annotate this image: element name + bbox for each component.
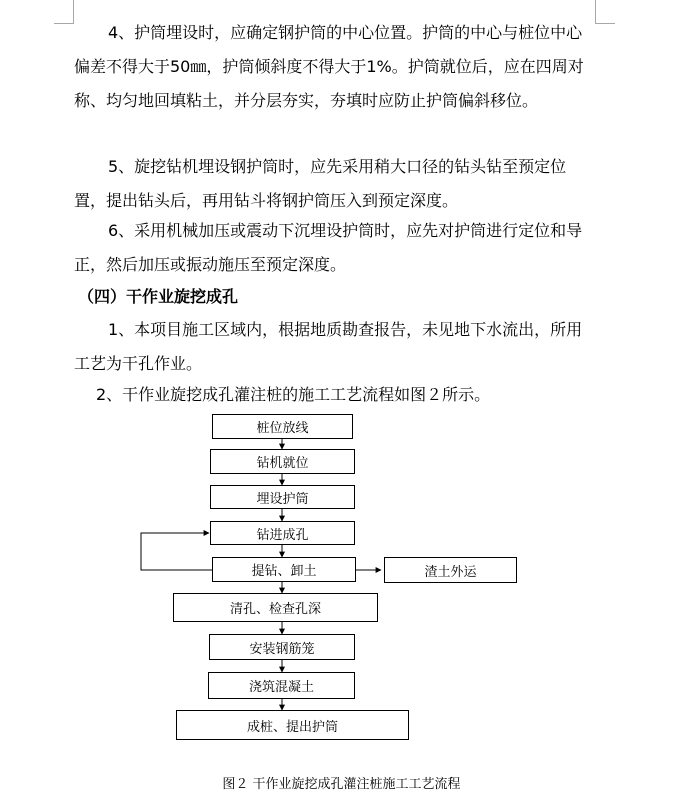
step-casing-install: 埋设护筒 xyxy=(210,485,355,509)
section-heading: （四）干作业旋挖成孔 xyxy=(78,287,239,306)
paragraph-5: 5、旋挖钻机埋设钢护筒时，应先采用稍大口径的钻头钻至预定位置，提出钻头后，再用钻斗将钢护筒压入到预定深度。 xyxy=(74,157,567,210)
step-pile-layout: 桩位放线 xyxy=(212,414,353,439)
paragraph-4: 4、护筒埋设时，应确定钢护筒的中心位置。护筒的中心与桩位中心偏差不得大于50㎜，护筒倾斜度不得大于1%。护筒就位后，应在四周对称、均匀地回填粘土，并分层夯实，夯填时应防止护筒偏斜移位。 xyxy=(74,23,584,110)
step-rig-positioning: 钻机就位 xyxy=(210,449,355,474)
step-finish-pile: 成桩、提出护筒 xyxy=(176,710,409,740)
step-drilling: 钻进成孔 xyxy=(210,521,355,545)
section-paragraph-2: 2、干作业旋挖成孔灌注桩的施工工艺流程如图２所示。 xyxy=(96,385,491,404)
section-paragraph-1: 1、本项目施工区域内，根据地质勘查报告，未见地下水流出，所用工艺为干孔作业。 xyxy=(74,320,583,373)
paragraph-6: 6、采用机械加压或震动下沉埋设护筒时，应先对护筒进行定位和导正，然后加压或振动施压至预定深度。 xyxy=(74,221,583,274)
step-lift-unload: 提钻、卸土 xyxy=(212,557,356,582)
figure-caption: 图２ 干作业旋挖成孔灌注桩施工工艺流程 xyxy=(222,777,461,792)
side-box-soil-removal: 渣土外运 xyxy=(384,557,517,583)
loop-back-line xyxy=(141,533,212,570)
step-clean-check: 清孔、检查孔深 xyxy=(173,593,378,622)
step-rebar-cage: 安装钢筋笼 xyxy=(209,634,355,660)
step-pour-concrete: 浇筑混凝土 xyxy=(208,672,355,699)
